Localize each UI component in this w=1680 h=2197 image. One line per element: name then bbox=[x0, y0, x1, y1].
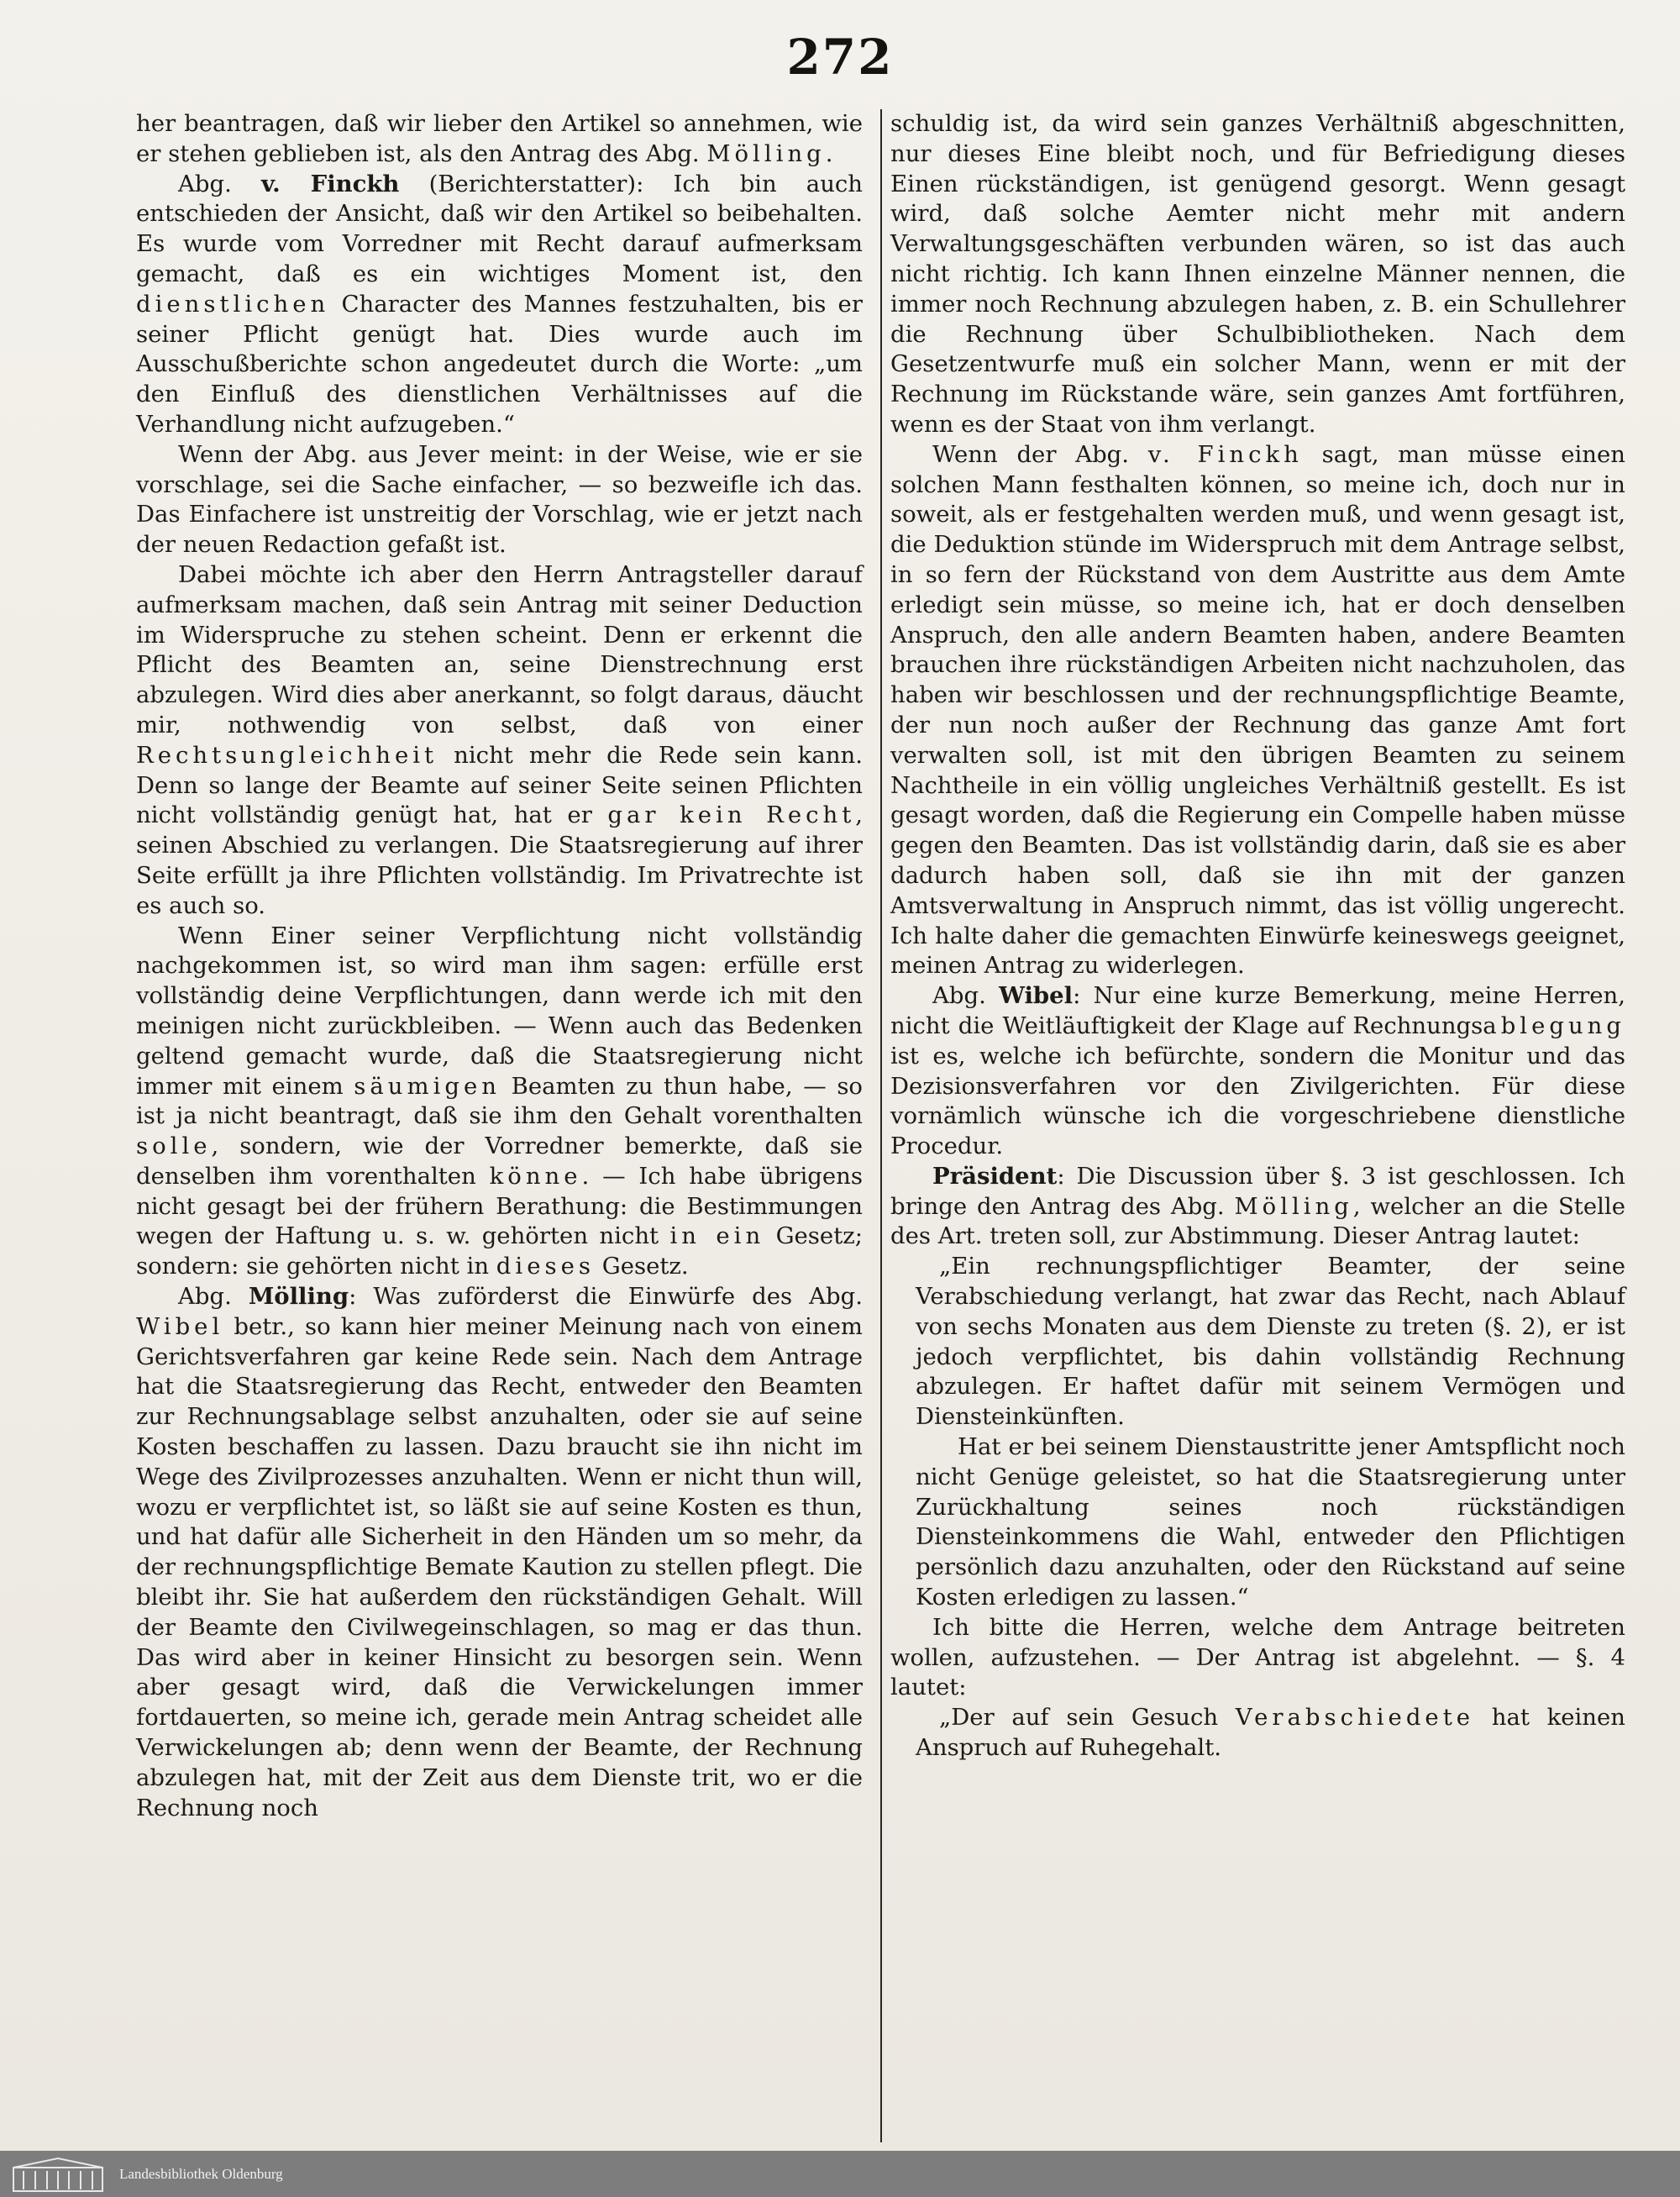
emphasis: Mölling bbox=[1234, 1192, 1353, 1220]
text: nicht mehr die Rede sein kann. Denn so lange der Beamte auf seiner Seite seinen Pflichten nicht vollständig genügt hat, hat er bbox=[136, 741, 863, 829]
quoted-article bbox=[890, 1703, 1625, 1763]
speaker-name: Präsident bbox=[932, 1162, 1058, 1190]
text: : Was zuförderst die Einwürfe des Abg. bbox=[349, 1283, 863, 1311]
text: , seinen Abschied zu verlangen. Die Staatsregierung auf ihrer Seite erfüllt ja ihre Pflichten vollständig. Im Privatrechte ist es auch so. bbox=[136, 802, 864, 919]
text: , sondern, wie der Vorredner bemerkte, daß sie denselben ihm vorenthalten bbox=[136, 1133, 863, 1190]
emphasis: dienstlichen bbox=[136, 290, 330, 318]
footer-bar bbox=[0, 2151, 1680, 2197]
quoted-motion: „Ein rechnungspflichtiger Beamter, der seine Verabschiedung verlangt, hat zwar das Recht, nach Ablauf von sechs Monaten aus dem Dienste zu treten (§. 2), er ist jedoch verpflichtet, bis dahin vollständig Rechnung abzulegen. Er haftet dafür mit seinem Vermögen und Diensteinkünften. bbox=[916, 1253, 1625, 1431]
emphasis: Verabschiedete bbox=[1235, 1704, 1475, 1732]
paragraph: schuldig ist, da wird sein ganzes Verhältniß abgeschnitten, nur dieses Eine bleibt noch, und für Befriedigung dieses Einen rückständigen, ist genügend gesorgt. Wenn gesagt wird, daß solche Aemter nicht mehr mit andern Verwaltungsgeschäften verbunden wären, so ist das auch nicht richtig. Ich kann Ihnen einzelne Männer nennen, die immer noch Rechnung abzulegen haben, z. B. ein Schullehrer die Rechnung über Schulbibliotheken. Nach dem Gesetzentwurfe muß ein solcher Mann, wenn er mit der Rechnung im Rückstande wäre, sein ganzes Amt fortführen, wenn es der Staat von ihm verlangt. bbox=[890, 110, 1625, 438]
text: Abg. bbox=[932, 982, 986, 1010]
text: betr., so kann hier meiner Meinung nach von einem Gerichtsverfahren gar keine Rede sein. Nach dem Antrage hat die Staatsregierung das Recht, entweder den Beamten zur Rechnungsablage selbst anzuhalten, oder sie auf seine Kosten beschaffen zu lassen. Dazu braucht sie ihn nicht im Wege des Zivilprozesses anzuhalten. Wenn er nicht thun will, wozu er verpflichtet ist, so läßt sie auf seine Kosten es thun, und hat dafür alle Sicherheit in den Händen um so mehr, da der rechnungspflichtige Bemate Kaution zu stellen pflegt. Die bleibt ihr. Sie hat außerdem den rückständigen Gehalt. Will der Beamte den Civilwegeinschlagen, so mag er das thun. Das wird aber in keiner Hinsicht zu besorgen sein. Wenn aber gesagt wird, daß die Verwickelungen immer fortdauerten, so meine ich, gerade mein Antrag scheidet alle Verwickelungen ab; denn wenn der Beamte, der Rechnung abzulegen hat, mit der Zeit aus dem Dienste trit, wo er die Rechnung noch bbox=[136, 1312, 863, 1821]
text: sagt, man müsse einen solchen Mann festhalten können, so meine ich, doch nur in soweit, als er festgehalten werden muß, und wenn gesagt ist, die Deduktion stünde im Widerspruch mit dem Antrage selbst, in so fern der Rückstand von dem Austritte aus dem Amte erledigt sein müsse, so meine ich, hat er doch denselben Anspruch, den alle andern Beamten haben, andere Beamten brauchen ihre rückständigen Arbeiten nicht nachzuholen, das haben wir beschlossen und der rechnungspflichtige Beamte, der nun noch außer der Rechnung das ganze Amt fort verwalten soll, ist mit den übrigen Beamten zu seinem Nachtheile in ein völlig ungleiches Verhältniß gestellt. Es ist gesagt worden, daß die Regierung ein Compelle haben müsse gegen den Beamten. Das ist vollständig darin, daß sie es aber dadurch haben soll, daß sie ihn mit der ganzen Amtsverwaltung in Anspruch nimmt, das ist völlig ungerecht. Ich halte daher die gemachten Einwürfe keineswegs geeignet, meinen Antrag zu widerlegen. bbox=[890, 440, 1626, 980]
text: „Der auf sein Gesuch bbox=[939, 1704, 1219, 1732]
paragraph bbox=[136, 1282, 863, 1823]
text: Wenn der Abg. bbox=[932, 440, 1130, 468]
quoted-motion: Hat er bei seinem Dienstaustritte jener Amtspflicht noch nicht Genüge geleistet, so hat die Staatsregierung unter Zurückhaltung seines noch rückständigen Diensteinkommens die Wahl, entweder den Pflichtigen persönlich dazu anzuhalten, oder den Rückstand auf seine Kosten erledigen zu lassen.“ bbox=[916, 1433, 1625, 1611]
emphasis: solle bbox=[136, 1133, 212, 1160]
library-building-icon bbox=[12, 2156, 104, 2193]
paragraph bbox=[136, 922, 863, 1283]
text: Abg. bbox=[178, 170, 232, 197]
speaker-name: Mölling bbox=[706, 139, 826, 167]
paragraph: Wenn der Abg. aus Jever meint: in der Weise, wie er sie vorschlage, sei die Sache einfacher, — so bezweifle ich das. Das Einfachere ist unstreitig der Vorschlag, wie er jetzt nach der neuen Redaction gefaßt ist. bbox=[136, 440, 863, 559]
emphasis: säumigen bbox=[354, 1072, 501, 1100]
emphasis: könne bbox=[489, 1162, 582, 1190]
column-divider bbox=[880, 109, 882, 2142]
paragraph bbox=[136, 170, 863, 440]
emphasis: v. Finckh bbox=[1147, 440, 1303, 468]
emphasis: ablegung bbox=[1483, 1012, 1625, 1039]
speaker-name: Wibel bbox=[999, 982, 1074, 1010]
text: her beantragen, daß wir lieber den Artikel so annehmen, wie er stehen geblieben ist, als den Antrag des Abg. bbox=[136, 110, 863, 167]
right-column bbox=[890, 109, 1625, 1763]
paragraph bbox=[890, 440, 1625, 981]
text: Gesetz; sondern: sie gehörten nicht in bbox=[136, 1222, 863, 1280]
text: hat keinen Anspruch auf Ruhegehalt. bbox=[916, 1704, 1625, 1762]
paragraph bbox=[136, 109, 863, 170]
text: Wenn Einer seiner Verpflichtung nicht vollständig nachgekommen ist, so wird man ihm sagen: erfülle erst vollständig deine Verpflichtungen, dann werde ich mit den meinigen nicht zurückbleiben. — Wenn auch das Bedenken geltend gemacht wurde, daß die Staatsregierung nicht immer mit einem bbox=[136, 922, 863, 1100]
text: . bbox=[825, 139, 833, 167]
text: : Nur eine kurze Bemerkung, meine Herren, nicht die Weitläuftigkeit der Klage auf Rechnungs bbox=[890, 982, 1625, 1039]
left-column bbox=[136, 109, 863, 1823]
speaker-name: Mölling bbox=[248, 1283, 349, 1311]
speaker-name: v. Finckh bbox=[260, 170, 400, 197]
text: Beamten zu thun habe, — so ist ja nicht beantragt, daß sie ihm den Gehalt vorenthalten bbox=[136, 1072, 863, 1130]
emphasis: dieses bbox=[496, 1253, 595, 1280]
text: , welcher an die Stelle des Art. treten soll, zur Abstimmung. Dieser Antrag lautet: bbox=[890, 1192, 1625, 1250]
emphasis: Rechtsungleichheit bbox=[136, 741, 438, 769]
paragraph bbox=[136, 560, 863, 922]
paragraph bbox=[890, 1162, 1625, 1252]
library-name[interactable]: Landesbibliothek Oldenburg bbox=[119, 2165, 283, 2182]
paragraph: Ich bitte die Herren, welche dem Antrage beitreten wollen, aufzustehen. — Der Antrag ist abgelehnt. — §. 4 lautet: bbox=[890, 1613, 1625, 1701]
text: Character des Mannes festzuhalten, bis er seiner Pflicht genügt hat. Dies wurde auch im Ausschußberichte schon angedeutet durch die Worte: „um den Einfluß des dienstlichen Verhältnisses auf die Verhandlung nicht aufzugeben.“ bbox=[136, 290, 863, 438]
text: (Berichterstatter): Ich bin auch entschieden der Ansicht, daß wir den Artikel so beibehalten. Es wurde vom Vorredner mit Recht darauf aufmerksam gemacht, daß es ein wichtiges Moment ist, den bbox=[136, 170, 864, 287]
text: Dabei möchte ich aber den Herrn Antragsteller darauf aufmerksam machen, daß sein Antrag mit seiner Deduction im Widerspruche zu stehen scheint. Denn er erkennt die Pflicht des Beamten an, seine Dienstrechnung erst abzulegen. Wird dies aber anerkannt, so folgt daraus, däucht mir, nothwendig von selbst, daß von einer bbox=[136, 560, 863, 738]
page-number: 272 bbox=[786, 29, 894, 86]
text: . — Ich habe übrigens nicht gesagt bei der frühern Berathung: die Bestimmungen wegen der Haftung u. s. w. gehörten nicht bbox=[136, 1162, 863, 1250]
emphasis: in ein bbox=[669, 1222, 765, 1250]
text: Abg. bbox=[178, 1283, 232, 1311]
text: ist es, welche ich befürchte, sondern die Monitur und das Dezisionsverfahren vor den Zivilgerichten. Für diese vornämlich wünsche ich die vorgeschriebene dienstliche Procedur. bbox=[890, 1042, 1625, 1160]
emphasis: gar kein Recht bbox=[607, 802, 856, 829]
text: Gesetz. bbox=[601, 1253, 689, 1280]
emphasis: Wibel bbox=[136, 1312, 224, 1340]
text: : Die Discussion über §. 3 ist geschlossen. Ich bringe den Antrag des Abg. bbox=[890, 1162, 1625, 1220]
paragraph bbox=[890, 981, 1625, 1162]
